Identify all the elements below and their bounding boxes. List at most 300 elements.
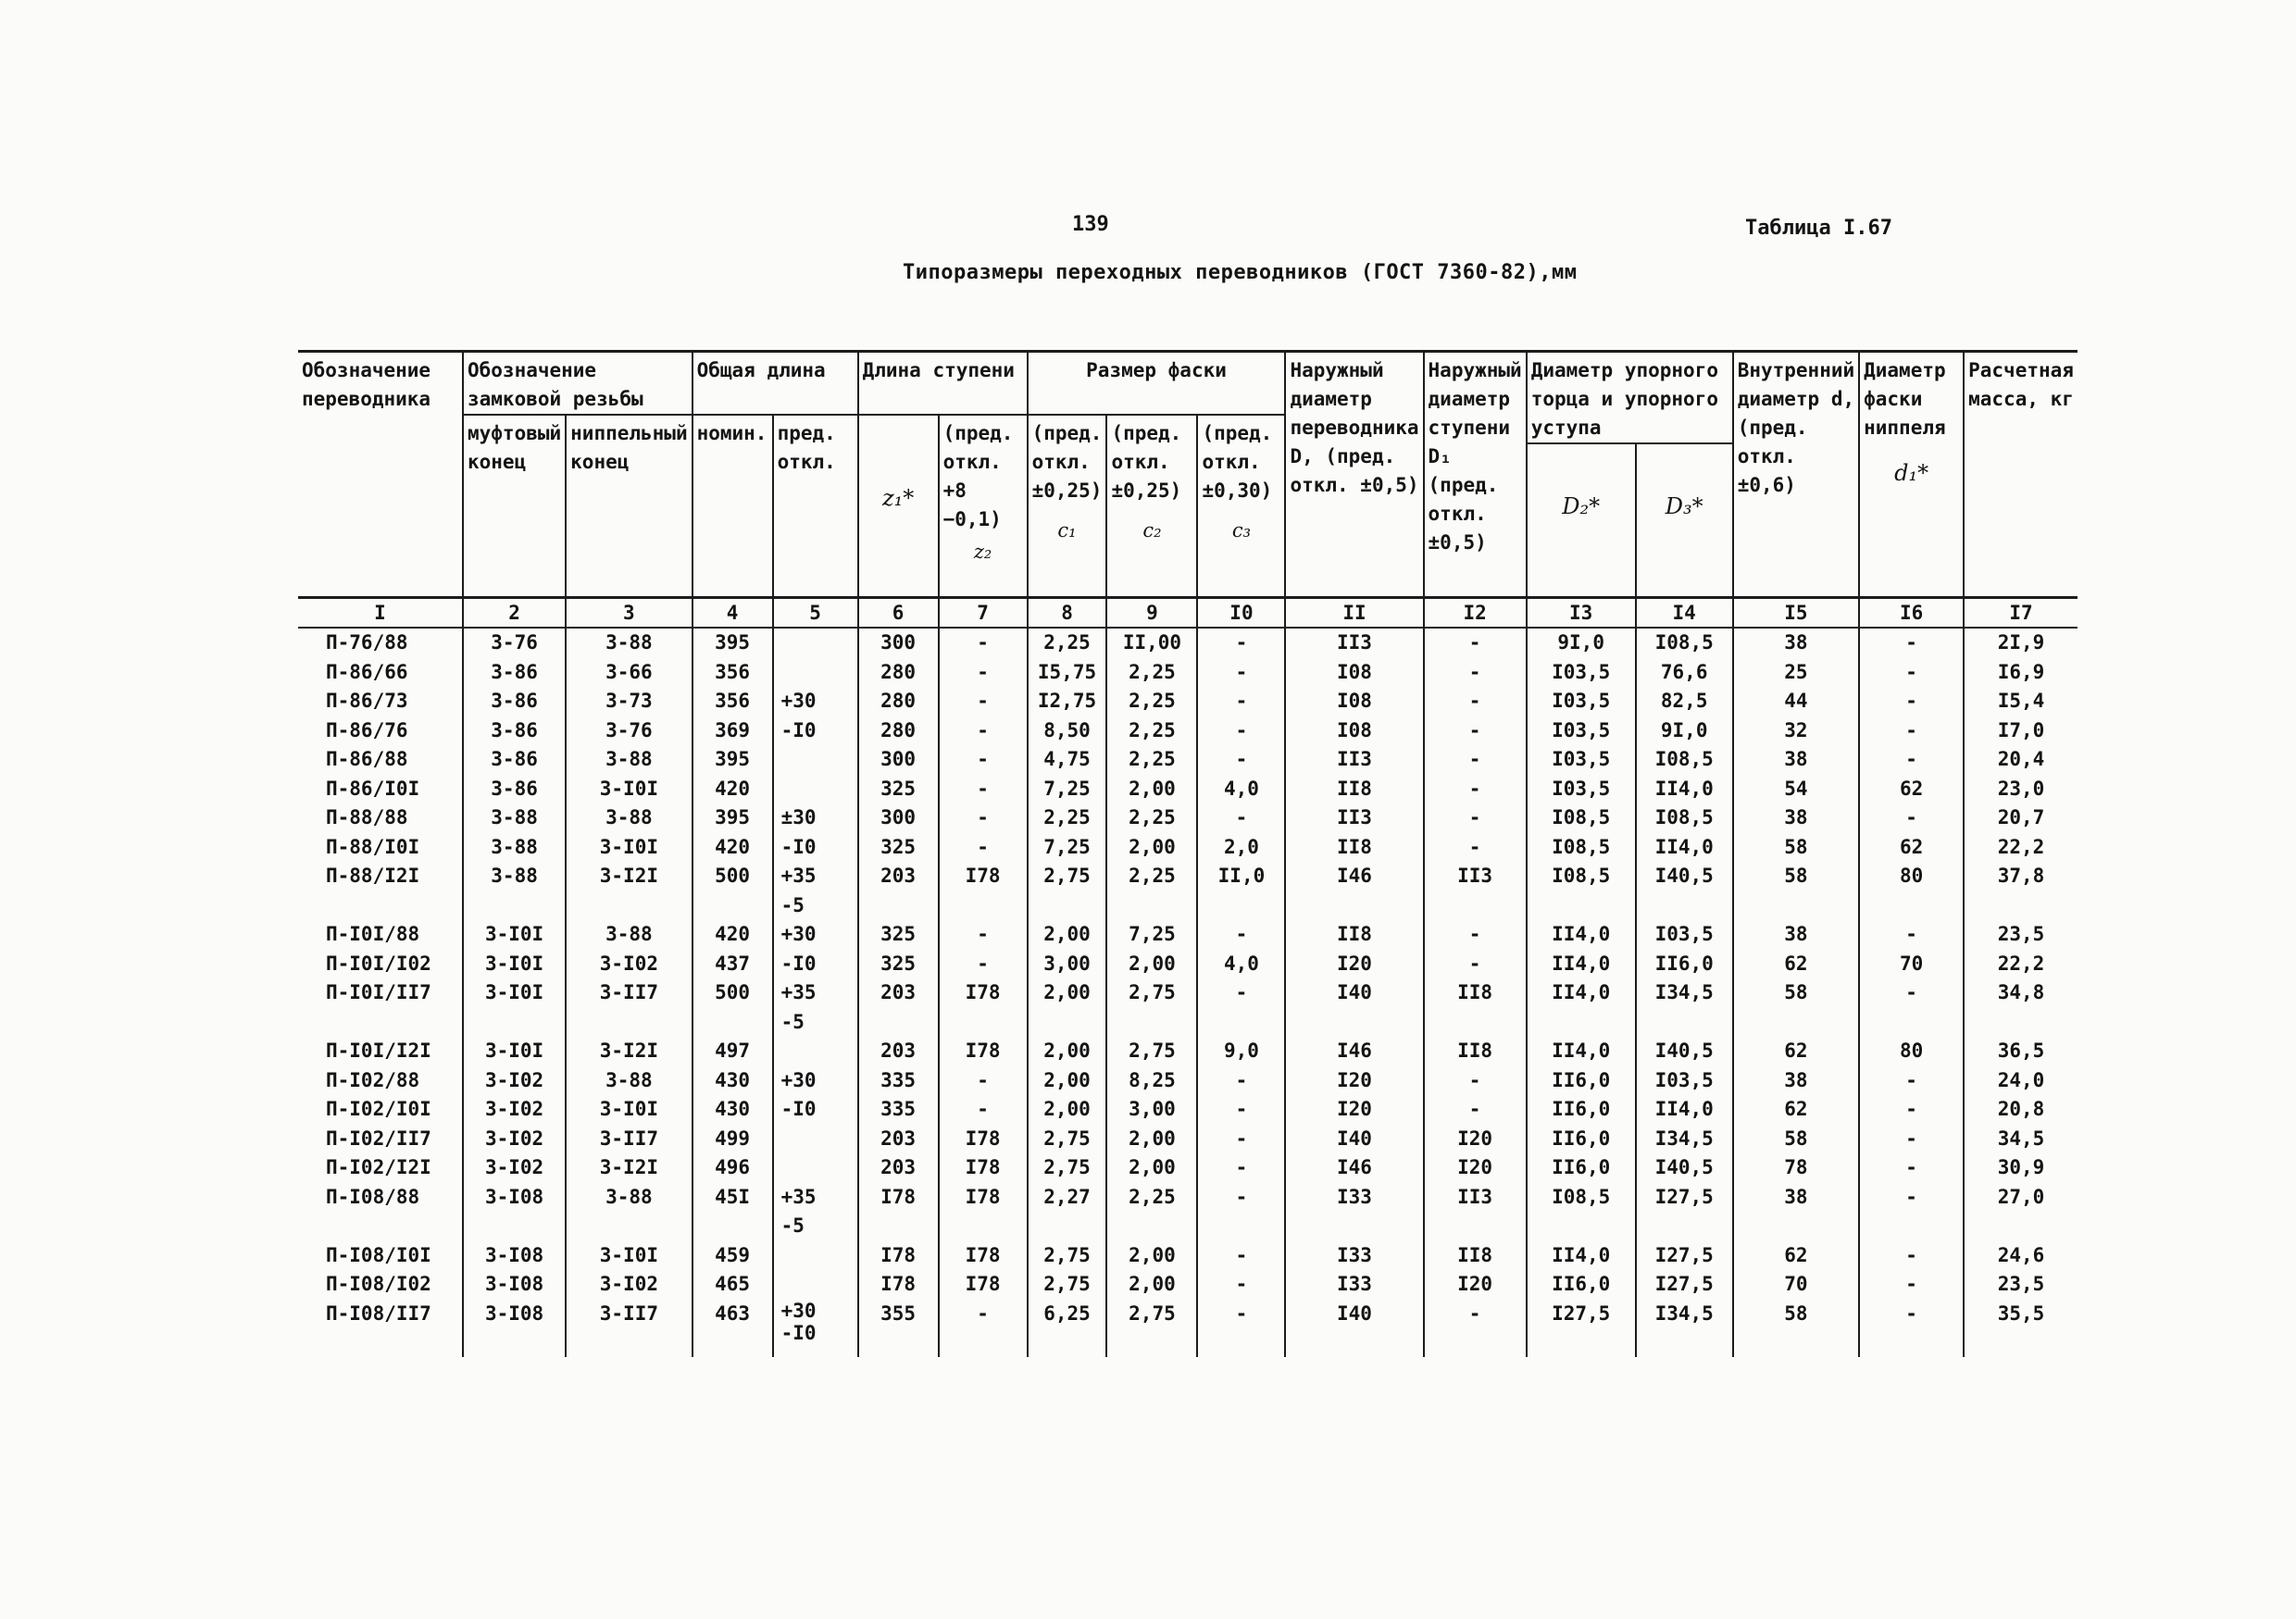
table-row <box>298 1066 2078 1096</box>
table-cell: I78 <box>939 1241 1028 1271</box>
table-cell: - <box>1197 1270 1285 1300</box>
table-row <box>298 862 2078 891</box>
table-cell: I03,5 <box>1636 920 1733 950</box>
table-cell <box>1859 891 1964 921</box>
table-cell: З-I08 <box>463 1241 566 1271</box>
table-cell: I27,5 <box>1636 1241 1733 1271</box>
table-cell <box>1028 891 1107 921</box>
table-cell: - <box>1197 687 1285 716</box>
table-cell: 24,0 <box>1964 1066 2078 1096</box>
table-cell: П-I0I/I2I <box>298 1037 463 1066</box>
table-row <box>298 1008 2078 1038</box>
header-c3-tolerance: (пред. откл. ±0,30) <box>1202 422 1273 502</box>
symbol-d2: D₂* <box>1562 493 1601 519</box>
table-cell: II6,0 <box>1527 1270 1636 1300</box>
table-cell: 2,27 <box>1028 1183 1107 1213</box>
table-cell: I7,0 <box>1964 716 2078 746</box>
table-row <box>298 1037 2078 1066</box>
table-cell: I40 <box>1285 978 1423 1008</box>
table-cell: 500 <box>693 978 773 1008</box>
table-cell: 38 <box>1733 920 1859 950</box>
table-cell: +30 <box>773 920 858 950</box>
table-cell: З-88 <box>566 1183 692 1213</box>
table-cell: 2,25 <box>1106 716 1197 746</box>
table-cell: I33 <box>1285 1270 1423 1300</box>
table-cell: - <box>1424 920 1527 950</box>
table-cell: 23,5 <box>1964 920 2078 950</box>
table-cell: I08,5 <box>1636 628 1733 658</box>
table-cell: - <box>1424 775 1527 804</box>
table-cell: 2,25 <box>1106 803 1197 833</box>
table-cell: З-76 <box>463 628 566 658</box>
header-d2 <box>1527 443 1636 598</box>
table-cell: II3 <box>1285 628 1423 658</box>
table-cell: - <box>939 920 1028 950</box>
table-cell: - <box>1197 1300 1285 1357</box>
table-cell: 2,25 <box>1106 1183 1197 1213</box>
column-number: 4 <box>693 598 773 629</box>
table-cell: - <box>939 658 1028 688</box>
table-cell: П-I02/I0I <box>298 1095 463 1125</box>
table-cell: З-I0I <box>566 1095 692 1125</box>
header-z2-tolerance: (пред. откл. +8 −0,1) <box>942 422 1014 530</box>
table-cell: 2I,9 <box>1964 628 2078 658</box>
table-cell: З-73 <box>566 687 692 716</box>
table-cell: 203 <box>858 1125 939 1154</box>
table-cell <box>463 1008 566 1038</box>
table-cell: I20 <box>1285 1066 1423 1096</box>
header-z2 <box>939 415 1028 598</box>
table-cell: П-88/88 <box>298 803 463 833</box>
table-cell: З-88 <box>566 803 692 833</box>
table-cell: - <box>1197 803 1285 833</box>
table-cell <box>1733 1008 1859 1038</box>
table-cell: З-II7 <box>566 1125 692 1154</box>
table-cell: II4,0 <box>1636 1095 1733 1125</box>
table-cell: - <box>1859 1270 1964 1300</box>
table-cell <box>463 891 566 921</box>
table-cell: З-I2I <box>566 1037 692 1066</box>
table-cell: - <box>1859 1153 1964 1183</box>
table-cell: I2,75 <box>1028 687 1107 716</box>
table-cell: - <box>1424 687 1527 716</box>
table-cell: I27,5 <box>1527 1300 1636 1357</box>
table-cell: II6,0 <box>1527 1066 1636 1096</box>
table-cell: 4,75 <box>1028 745 1107 775</box>
table-cell: +35 <box>773 978 858 1008</box>
table-cell <box>1859 1008 1964 1038</box>
table-cell: 54 <box>1733 775 1859 804</box>
header-pin-chamfer <box>1859 352 1964 598</box>
table-cell: - <box>1197 745 1285 775</box>
table-cell: П-86/88 <box>298 745 463 775</box>
table-cell: - <box>939 803 1028 833</box>
table-cell: 325 <box>858 775 939 804</box>
table-cell: I34,5 <box>1636 978 1733 1008</box>
table-cell: II4,0 <box>1527 1241 1636 1271</box>
table-cell <box>773 1037 858 1066</box>
header-step-diameter: Наружный диаметр ступени D₁ (пред. откл. ±0,5) <box>1424 352 1527 598</box>
table-cell: I03,5 <box>1636 1066 1733 1096</box>
table-cell: 356 <box>693 687 773 716</box>
table-cell: I46 <box>1285 1037 1423 1066</box>
table-cell: I33 <box>1285 1183 1423 1213</box>
table-cell: 465 <box>693 1270 773 1300</box>
table-cell: - <box>1859 1300 1964 1357</box>
table-cell: - <box>939 775 1028 804</box>
table-cell: I20 <box>1285 1095 1423 1125</box>
column-number: I5 <box>1733 598 1859 629</box>
table-cell: 76,6 <box>1636 658 1733 688</box>
table-row <box>298 1183 2078 1213</box>
table-cell: З-I02 <box>463 1125 566 1154</box>
table-cell: 499 <box>693 1125 773 1154</box>
table-cell: 38 <box>1733 628 1859 658</box>
table-cell: II4,0 <box>1636 775 1733 804</box>
table-cell: 4,0 <box>1197 775 1285 804</box>
column-number: 7 <box>939 598 1028 629</box>
table-cell <box>1964 1008 2078 1038</box>
table-cell: 430 <box>693 1066 773 1096</box>
table-cell: З-76 <box>566 716 692 746</box>
table-cell: 2,00 <box>1106 950 1197 979</box>
table-cell: 7,25 <box>1028 833 1107 863</box>
table-cell: 20,8 <box>1964 1095 2078 1125</box>
table-cell: П-86/76 <box>298 716 463 746</box>
table-cell: 325 <box>858 920 939 950</box>
table-cell: З-I08 <box>463 1270 566 1300</box>
table-cell: II8 <box>1424 1241 1527 1271</box>
table-cell: 45I <box>693 1183 773 1213</box>
table-cell: - <box>939 628 1028 658</box>
table-cell <box>1964 891 2078 921</box>
symbol-d3: D₃* <box>1665 493 1703 519</box>
table-cell: II8 <box>1424 1037 1527 1066</box>
table-cell: I08,5 <box>1527 1183 1636 1213</box>
table-cell: I46 <box>1285 862 1423 891</box>
table-cell <box>1733 891 1859 921</box>
symbol-z1: z₁* <box>881 485 915 511</box>
table-cell: 2,00 <box>1028 1037 1107 1066</box>
table-cell: 395 <box>693 628 773 658</box>
table-cell: I78 <box>939 1125 1028 1154</box>
table-cell: - <box>1859 745 1964 775</box>
table-cell: I5,75 <box>1028 658 1107 688</box>
table-cell: - <box>1424 658 1527 688</box>
table-cell: З-86 <box>463 745 566 775</box>
table-cell: П-86/73 <box>298 687 463 716</box>
table-cell: 356 <box>693 658 773 688</box>
table-cell: - <box>1424 1300 1527 1357</box>
table-cell: I08,5 <box>1636 803 1733 833</box>
table-cell <box>1197 1008 1285 1038</box>
header-d3 <box>1636 443 1733 598</box>
table-cell: 395 <box>693 803 773 833</box>
table-cell: З-88 <box>463 833 566 863</box>
table-cell: II3 <box>1285 745 1423 775</box>
table-cell: 30,9 <box>1964 1153 2078 1183</box>
table-cell: 500 <box>693 862 773 891</box>
table-cell: I33 <box>1285 1241 1423 1271</box>
table-row <box>298 1241 2078 1271</box>
table-cell: 2,00 <box>1106 1153 1197 1183</box>
table-cell: I78 <box>939 1183 1028 1213</box>
table-cell: II3 <box>1285 803 1423 833</box>
table-cell: - <box>1197 1241 1285 1271</box>
table-cell <box>566 1212 692 1241</box>
table-cell <box>939 891 1028 921</box>
header-tolerance: пред. откл. <box>773 415 858 598</box>
table-row <box>298 745 2078 775</box>
header-step-group: Длина ступени <box>858 352 1028 416</box>
table-cell: - <box>939 950 1028 979</box>
table-cell: 78 <box>1733 1153 1859 1183</box>
table-cell: З-I02 <box>463 1153 566 1183</box>
table-cell: I27,5 <box>1636 1183 1733 1213</box>
table-cell <box>1028 1008 1107 1038</box>
table-cell: II,0 <box>1197 862 1285 891</box>
table-cell: 496 <box>693 1153 773 1183</box>
table-cell: II4,0 <box>1527 978 1636 1008</box>
table-cell <box>1424 1008 1527 1038</box>
table-cell: 58 <box>1733 1300 1859 1357</box>
table-cell: 420 <box>693 775 773 804</box>
table-cell: I5,4 <box>1964 687 2078 716</box>
column-number: I3 <box>1527 598 1636 629</box>
table-row <box>298 716 2078 746</box>
table-cell: I78 <box>939 1270 1028 1300</box>
header-nominal: номин. <box>693 415 773 598</box>
table-cell: 203 <box>858 978 939 1008</box>
table-cell: 203 <box>858 862 939 891</box>
page-number: 139 <box>1072 213 1109 236</box>
table-cell: 2,00 <box>1106 1270 1197 1300</box>
table-row <box>298 891 2078 921</box>
table-cell: 2,25 <box>1106 745 1197 775</box>
column-number: 3 <box>566 598 692 629</box>
table-cell: ±30 <box>773 803 858 833</box>
table-cell: З-I0I <box>566 833 692 863</box>
table-row <box>298 628 2078 658</box>
table-cell: I27,5 <box>1636 1270 1733 1300</box>
table-cell: П-I02/88 <box>298 1066 463 1096</box>
table-row <box>298 833 2078 863</box>
table-cell: 395 <box>693 745 773 775</box>
table-cell: 300 <box>858 628 939 658</box>
table-cell: - <box>1197 1153 1285 1183</box>
table-cell: I78 <box>939 862 1028 891</box>
dimensions-table <box>298 350 2078 1357</box>
table-cell: I03,5 <box>1527 775 1636 804</box>
table-cell: I03,5 <box>1527 687 1636 716</box>
table-cell <box>858 1008 939 1038</box>
table-cell <box>773 775 858 804</box>
table-cell: 369 <box>693 716 773 746</box>
table-cell: 70 <box>1859 950 1964 979</box>
table-cell: +35 <box>773 862 858 891</box>
symbol-c3: c₃ <box>1231 519 1252 542</box>
table-cell: 34,5 <box>1964 1125 2078 1154</box>
table-cell: П-I02/I2I <box>298 1153 463 1183</box>
table-cell: 62 <box>1733 950 1859 979</box>
table-cell: 38 <box>1733 745 1859 775</box>
table-cell: - <box>1859 628 1964 658</box>
table-cell: 2,75 <box>1028 862 1107 891</box>
table-cell: - <box>1859 1183 1964 1213</box>
table-cell <box>1197 1212 1285 1241</box>
table-row <box>298 1153 2078 1183</box>
table-cell: 58 <box>1733 978 1859 1008</box>
table-cell: 38 <box>1733 1066 1859 1096</box>
symbol-z2: z₂ <box>973 541 992 563</box>
table-cell: 8,25 <box>1106 1066 1197 1096</box>
table-cell: I20 <box>1285 950 1423 979</box>
table-cell <box>1964 1212 2078 1241</box>
table-cell: П-I08/I0I <box>298 1241 463 1271</box>
table-cell: З-86 <box>463 658 566 688</box>
table-cell: 58 <box>1733 862 1859 891</box>
column-number: 9 <box>1106 598 1197 629</box>
table-cell <box>773 1153 858 1183</box>
table-cell: 300 <box>858 745 939 775</box>
table-cell: 2,75 <box>1028 1241 1107 1271</box>
table-row <box>298 1125 2078 1154</box>
table-cell: П-I08/II7 <box>298 1300 463 1357</box>
table-cell: 22,2 <box>1964 833 2078 863</box>
table-cell: 497 <box>693 1037 773 1066</box>
symbol-c1: c₁ <box>1057 519 1077 542</box>
table-cell: З-86 <box>463 775 566 804</box>
header-c2 <box>1106 415 1197 598</box>
table-cell: +30 -I0 <box>773 1300 858 1357</box>
column-number: I4 <box>1636 598 1733 629</box>
table-cell <box>773 628 858 658</box>
table-cell: I78 <box>939 1153 1028 1183</box>
header-mass: Расчетная масса, кг <box>1964 352 2078 598</box>
table-cell: 2,00 <box>1028 920 1107 950</box>
table-cell: 9,0 <box>1197 1037 1285 1066</box>
table-cell: 38 <box>1733 1183 1859 1213</box>
table-cell: -I0 <box>773 1095 858 1125</box>
table-cell: - <box>939 687 1028 716</box>
table-cell: З-I2I <box>566 862 692 891</box>
table-cell: I40,5 <box>1636 1153 1733 1183</box>
table-cell: 3,00 <box>1106 1095 1197 1125</box>
table-cell: 2,75 <box>1106 978 1197 1008</box>
table-cell: 420 <box>693 920 773 950</box>
table-cell: 2,00 <box>1028 978 1107 1008</box>
header-outer-diameter: Наружный диаметр переводника D, (пред. откл. ±0,5) <box>1285 352 1423 598</box>
table-cell: - <box>1859 658 1964 688</box>
table-cell: З-II7 <box>566 1300 692 1357</box>
table-cell: -I0 <box>773 716 858 746</box>
column-number: I0 <box>1197 598 1285 629</box>
table-cell: 37,8 <box>1964 862 2078 891</box>
table-cell: II6,0 <box>1527 1153 1636 1183</box>
table-cell: 7,25 <box>1106 920 1197 950</box>
table-cell: II6,0 <box>1527 1125 1636 1154</box>
table-cell: 62 <box>1733 1241 1859 1271</box>
table-cell: З-88 <box>463 862 566 891</box>
table-cell: 280 <box>858 687 939 716</box>
table-cell: З-86 <box>463 716 566 746</box>
table-cell <box>773 1270 858 1300</box>
table-cell: I08,5 <box>1527 862 1636 891</box>
symbol-d1: d₁* <box>1894 460 1929 486</box>
table-cell <box>1424 891 1527 921</box>
table-cell: П-I08/88 <box>298 1183 463 1213</box>
table-cell: 2,00 <box>1028 1095 1107 1125</box>
table-cell: 6,25 <box>1028 1300 1107 1357</box>
table-cell: З-86 <box>463 687 566 716</box>
table-cell: 437 <box>693 950 773 979</box>
table-cell: П-86/I0I <box>298 775 463 804</box>
table-cell <box>1424 1212 1527 1241</box>
table-cell: -I0 <box>773 833 858 863</box>
table-cell: II6,0 <box>1527 1095 1636 1125</box>
table-row <box>298 803 2078 833</box>
table-cell: З-I0I <box>566 1241 692 1271</box>
table-cell: 325 <box>858 833 939 863</box>
table-cell: II4,0 <box>1527 1037 1636 1066</box>
table-cell: 2,00 <box>1106 1241 1197 1271</box>
table-cell: 2,75 <box>1028 1125 1107 1154</box>
table-cell: - <box>1197 628 1285 658</box>
table-cell: 2,00 <box>1106 1125 1197 1154</box>
table-cell: 23,0 <box>1964 775 2078 804</box>
table-cell: - <box>1197 920 1285 950</box>
table-cell: 463 <box>693 1300 773 1357</box>
table-cell: - <box>1859 1095 1964 1125</box>
table-cell: 2,75 <box>1106 1300 1197 1357</box>
table-row <box>298 1300 2078 1357</box>
column-number: I <box>298 598 463 629</box>
table-cell: 335 <box>858 1095 939 1125</box>
table-cell: I34,5 <box>1636 1125 1733 1154</box>
table-cell: I40 <box>1285 1300 1423 1357</box>
table-cell <box>1636 891 1733 921</box>
header-inner-diameter: Внутренний диаметр d, (пред. откл. ±0,6) <box>1733 352 1859 598</box>
table-cell: - <box>1424 1066 1527 1096</box>
table-cell: I03,5 <box>1527 658 1636 688</box>
table-cell: 23,5 <box>1964 1270 2078 1300</box>
table-cell <box>693 1008 773 1038</box>
table-cell: - <box>1197 1183 1285 1213</box>
table-cell <box>1285 891 1423 921</box>
header-designation: Обозначение переводника <box>298 352 463 598</box>
header-c2-tolerance: (пред. откл. ±0,25) <box>1111 422 1182 502</box>
table-cell: I20 <box>1424 1270 1527 1300</box>
table-cell: - <box>1859 1125 1964 1154</box>
table-cell: 22,2 <box>1964 950 2078 979</box>
table-cell: 34,8 <box>1964 978 2078 1008</box>
table-cell: 20,7 <box>1964 803 2078 833</box>
table-cell: - <box>1859 687 1964 716</box>
table-cell: З-I02 <box>463 1095 566 1125</box>
table-cell <box>1285 1008 1423 1038</box>
table-cell <box>773 1125 858 1154</box>
table-cell: II8 <box>1424 978 1527 1008</box>
table-cell: I08,5 <box>1527 833 1636 863</box>
table-cell: I08,5 <box>1636 745 1733 775</box>
table-row <box>298 775 2078 804</box>
table-cell <box>773 1241 858 1271</box>
column-number: I6 <box>1859 598 1964 629</box>
table-cell: - <box>1197 978 1285 1008</box>
table-cell <box>1733 1212 1859 1241</box>
table-cell: 58 <box>1733 833 1859 863</box>
table-cell: -I0 <box>773 950 858 979</box>
